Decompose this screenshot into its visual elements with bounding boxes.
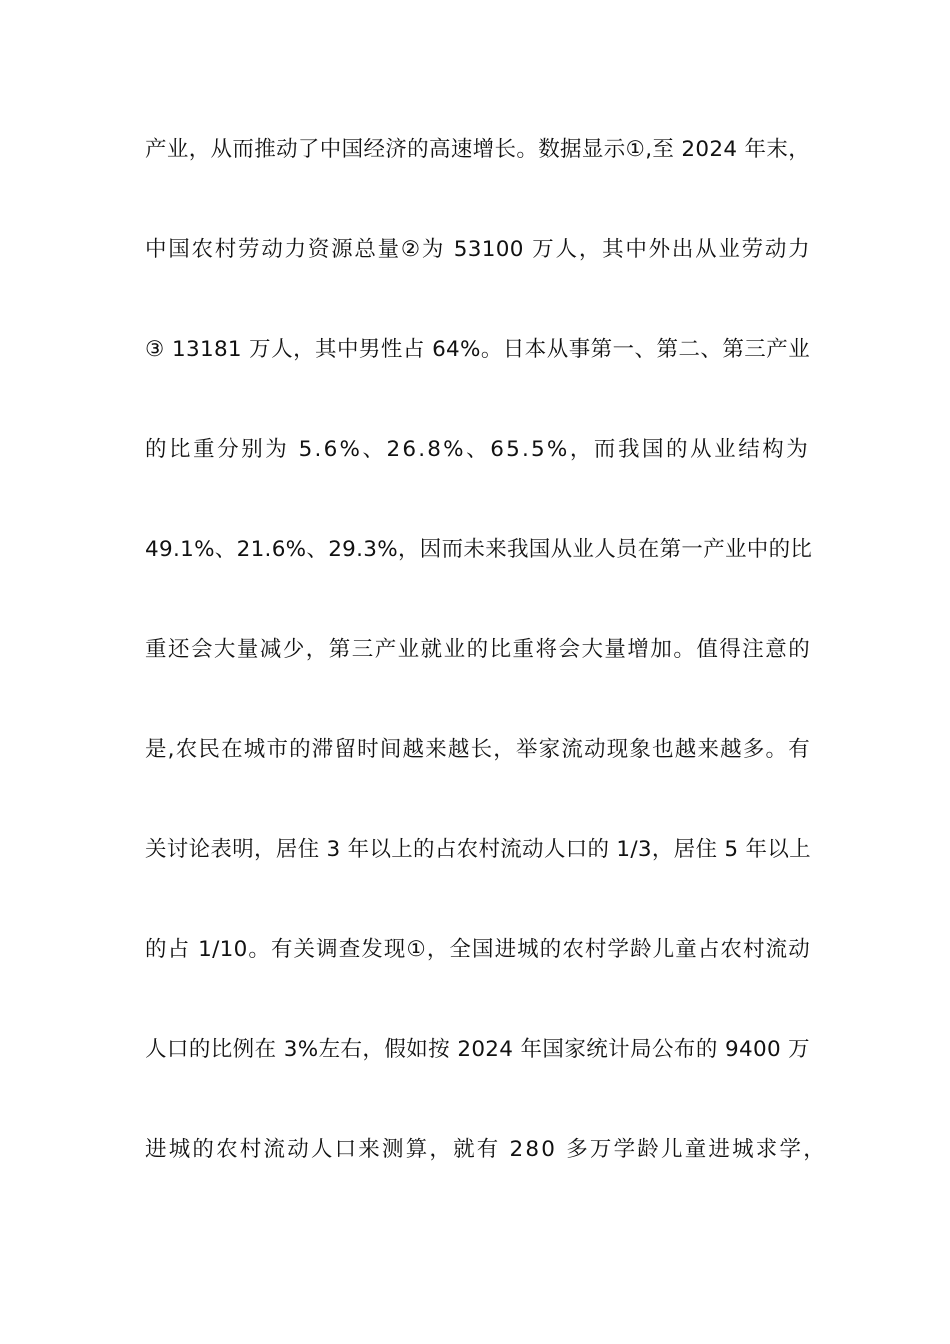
paragraph-line-11: 进城的农村流动人口来测算，就有 280 多万学龄儿童进城求学， <box>145 1137 827 1162</box>
paragraph-line-4: 的比重分别为 5.6%、26.8%、65.5%，而我国的从业结构为 <box>145 437 810 462</box>
paragraph-line-6: 重还会大量减少，第三产业就业的比重将会大量增加。值得注意的 <box>145 637 810 662</box>
paragraph-line-8: 关讨论表明，居住 3 年以上的占农村流动人口的 1/3，居住 5 年以上 <box>145 837 811 862</box>
paragraph-line-9: 的占 1/10。有关调查发现①，全国进城的农村学龄儿童占农村流动 <box>145 937 810 962</box>
paragraph-line-2: 中国农村劳动力资源总量②为 53100 万人，其中外出从业劳动力 <box>145 237 810 262</box>
paragraph-line-5: 49.1%、21.6%、29.3%，因而未来我国从业人员在第一产业中的比 <box>145 537 813 562</box>
body-paragraph <box>145 134 827 1234</box>
paragraph-line-3: ③ 13181 万人，其中男性占 64%。日本从事第一、第二、第三产业 <box>145 337 810 362</box>
paragraph-line-1: 产业，从而推动了中国经济的高速增长。数据显示①,至 2024 年末， <box>145 137 810 162</box>
paragraph-line-7: 是,农民在城市的滞留时间越来越长，举家流动现象也越来越多。有 <box>145 737 810 762</box>
paragraph-line-10: 人口的比例在 3%左右，假如按 2024 年国家统计局公布的 9400 万 <box>145 1037 810 1062</box>
